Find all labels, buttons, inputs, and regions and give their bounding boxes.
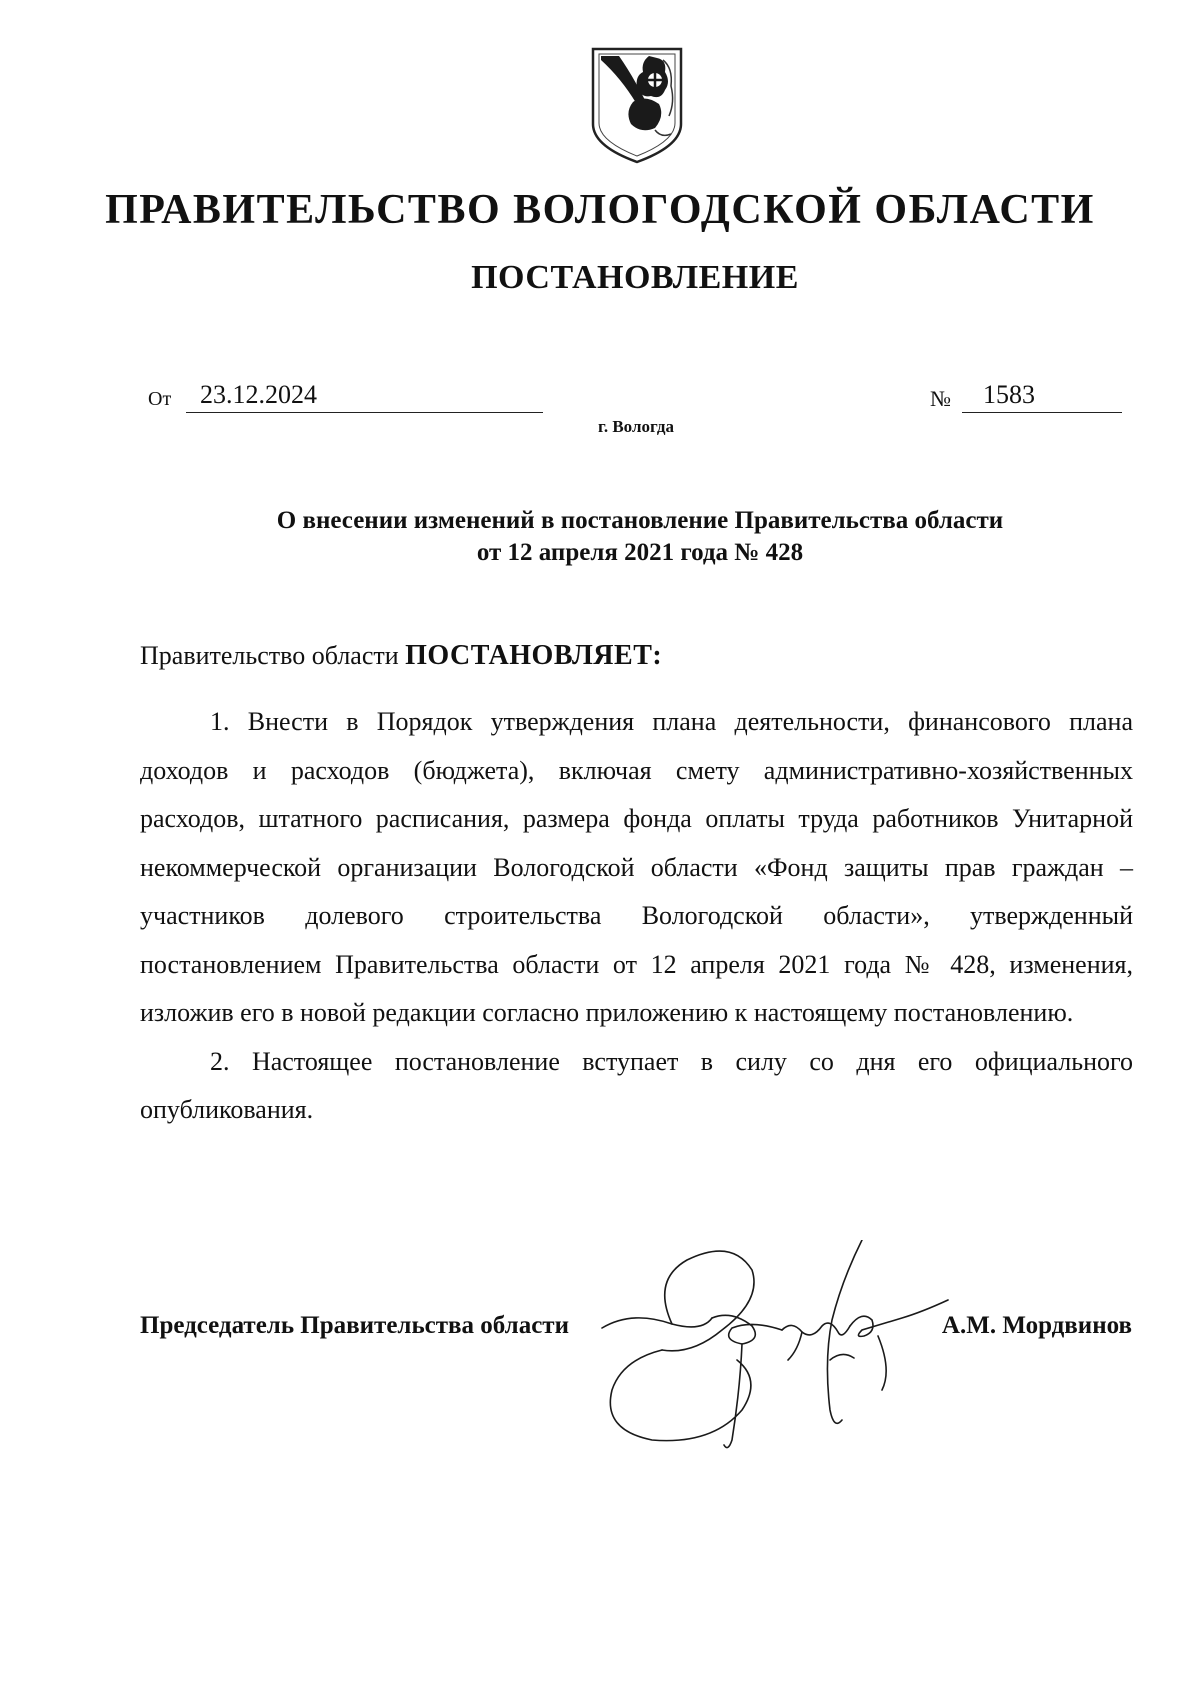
paragraph-2: 2. Настоящее постановление вступает в силу со дня его официального опубликования. (140, 1046, 1133, 1124)
signatory-name: А.М. Мордвинов (941, 1312, 1132, 1339)
city-label: г. Вологда (598, 417, 674, 436)
document-number (930, 380, 1130, 416)
preamble-lead: Правительство области (140, 641, 406, 670)
signatory-position: Председатель Правительства области (140, 1312, 569, 1339)
paragraph-1: 1. Внести в Порядок утверждения плана деятельности, финансового плана доходов и расходов (бюджета), включая смету административно-хозяйственных расходов, штатного расписания, размера фонда оплаты труда работников Унитарной некоммерческой организации Вологодской области «Фонд защиты прав граждан – участников долевого строительства Вологодской области», утвержденный постановлением Правительства области от 12 апреля 2021 года № 428, изменения, изложив его в новой редакции согласно приложению к настоящему постановлению. (140, 707, 1133, 1027)
number-underline (962, 412, 1122, 413)
subject-line-2: от 12 апреля 2021 года № 428 (476, 539, 804, 566)
number-sign-label: № (930, 386, 951, 411)
document-subject (140, 505, 1140, 569)
preamble (140, 640, 662, 672)
number-value: 1583 (983, 380, 1035, 409)
organization-title: ПРАВИТЕЛЬСТВО ВОЛОГОДСКОЙ ОБЛАСТИ (105, 187, 1095, 233)
date-underline (186, 412, 543, 413)
document-type-heading: ПОСТАНОВЛЕНИЕ (471, 259, 799, 296)
document-date (148, 380, 408, 416)
subject-line-1: О внесении изменений в постановление Правительства области (276, 507, 1004, 534)
vologda-coat-of-arms-icon (589, 46, 685, 164)
document-body (140, 698, 1133, 1135)
preamble-resolves: ПОСТАНОВЛЯЕТ: (405, 640, 663, 671)
date-value: 23.12.2024 (200, 380, 317, 409)
handwritten-signature (592, 1240, 952, 1455)
date-prefix-label: От (148, 388, 172, 410)
